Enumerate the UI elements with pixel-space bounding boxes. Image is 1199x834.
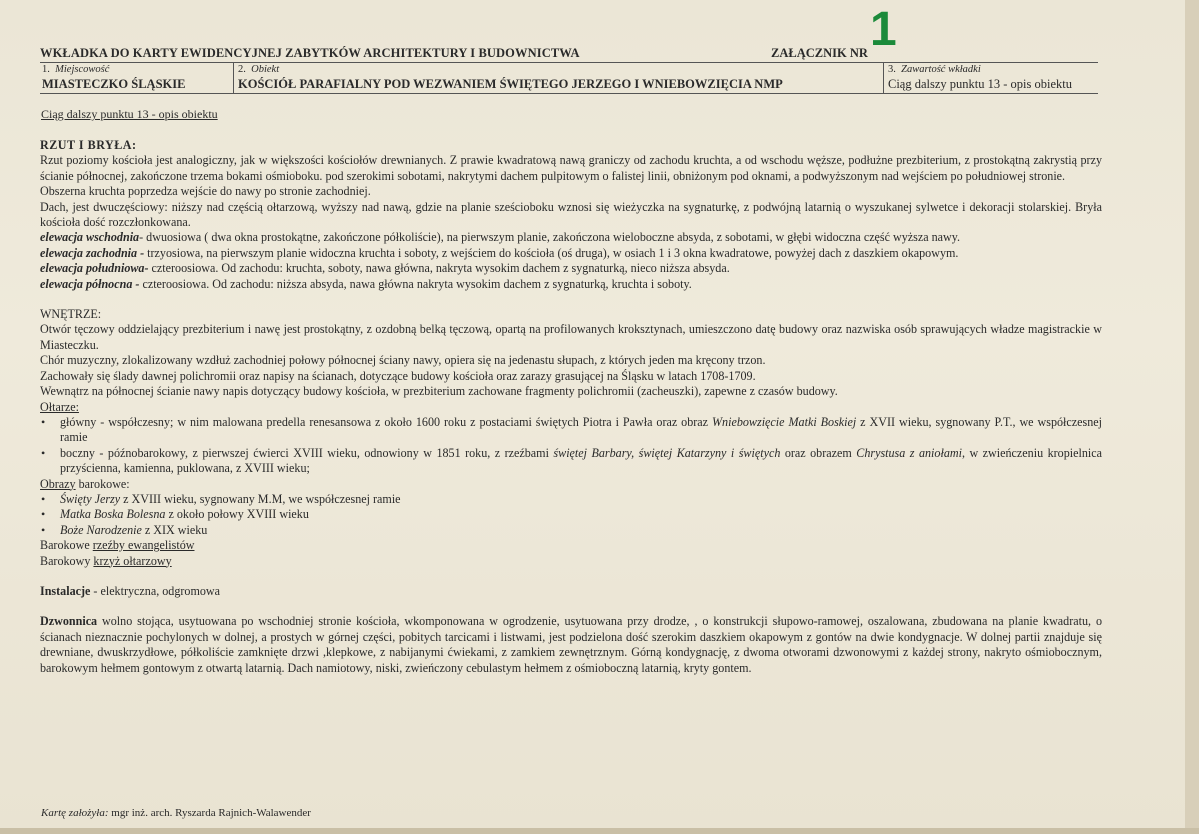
spacer [40,292,1102,307]
altar-side-saints: świętej Barbary, świętej Katarzyny i świętych [553,445,781,460]
wnetrze-paragraph-2: Chór muzyczny, zlokalizowany wzdłuż zachodniej połowy północnej ściany nawy, opiera się na jedenastu słupach, z których jeden ma kręcony trzon. [40,353,766,368]
painting-2-title: Matka Boska Bolesna [60,507,166,522]
author-line [41,807,311,819]
rzut-paragraph-1: Rzut poziomy kościoła jest analogiczny, jak w większości kościołów drewnianych. Z prawie kwadratową nawą graniczy od zachodu kruchta, a od wschodu węższe, podłużne prezbiterium, z prostokątną zakrystią przy ścianie północnej, zakończone trzema bokami ośmioboku. pod szerokimi sobotami, nakrytymi dachem pulpitowym o falistej linii, obniżonym pod oknami, a podwyższonym nad wejściem po południowej stronie. [40,153,1102,183]
elevation-east [40,230,1102,245]
paper-edge [1185,0,1199,834]
sculptures-line [40,538,1102,553]
cross-text: krzyż ołtarzowy [93,553,172,568]
installations-text: - elektryczna, odgromowa [90,583,221,598]
paintings-list [40,492,1102,538]
rzut-paragraph-3: Dach, jest dwuczęściowy: niższy nad częścią ołtarzową, wyższy nad nawą, gdzie na planie sześcioboku wznosi się wieżyczka na sygnaturkę, z podwójną latarnią o wyszukanej sylwetce i dekoracji stolarskiej. Bryła kościoła dość rozczłonkowana. [40,199,1102,230]
section-heading-wnetrze: WNĘTRZE: [40,307,102,322]
list-item-altar-side [40,446,1102,477]
field-3-label-text: Zawartość wkładki [901,64,981,75]
belfry-text: wolno stojąca, usytuowana po wschodniej stronie kościoła, wkomponowana w ogrodzenie, usytuowana przy drodze, , o konstrukcji słupowo-ramowej, oszalowana, zbudowana na planie kwadratu, o ścianach nieznacznie pochylonych w dolnej, a prostych w górnej części, pobitych tarcicami i listwami, jest podzielona dość szerokim daszkiem okapowym z gontów na dwie kondygnacje. W dolnej partii znajduje się drewniane, dwuskrzydłowe, półkoliście zamknięte drzwi ,klepkowe, z nabijanymi ćwiekami, z zamkiem zewnętrznym. Górną kondygnację, z dwoma otworami dzwonowymi z każdej strony, nakryto ośmiobocznym, barokowym hełmem gontowym z otwartą latarnią. Dach namiotowy, niski, zwieńczony cebulastym hełmem z ośmioboczną latarnią, kryty gontem. [40,614,1102,675]
installations-label: Instalacje [40,583,91,598]
field-1-value: MIASTECZKO ŚLĄSKIE [42,77,186,91]
elevation-south-label: elewacja południowa- [40,261,149,276]
spacer [40,569,1102,584]
paintings-label-rest: barokowe: [75,476,130,491]
altar-main-text-2: z XVII wieku, sygnowany P.T., we współczesnej ramie [60,414,1102,445]
altar-side-text: boczny - późnobarokowy, z pierwszej ćwierci XVIII wieku, odnowiony w 1851 roku, z rzeźbami [60,445,554,460]
elevation-north-label: elewacja północna - [40,276,140,291]
section-heading-rzut: RZUT I BRYŁA: [40,138,137,152]
elevation-north-text: czteroosiowa. Od zachodu: niższa absyda, nawa główna nakryta wysokim dachem z sygnaturką, kruchta i soboty. [139,276,692,291]
field-3-label [888,64,981,75]
paintings-label-word: Obrazy [40,476,76,491]
wnetrze-paragraph-1: Otwór tęczowy oddzielający prezbiterium i nawę jest prostokątny, z ozdobną belką tęczową, opartą na profilowanych kroksztynach, umieszczono datę budowy oraz nazwiska osób sprawujących władze magistrackie w Miasteczku. [40,322,1102,352]
altars-label: Ołtarze: [40,399,79,414]
header-divider-1 [233,62,234,93]
elevation-west [40,246,1102,261]
field-2-value: KOŚCIÓŁ PARAFIALNY POD WEZWANIEM ŚWIĘTEGO JERZEGO I WNIEBOWZIĘCIA NMP [238,77,783,91]
field-1-label [42,64,109,75]
elevation-south [40,261,1102,276]
annex-number: 1 [870,3,897,56]
list-item-altar-main [40,415,1102,446]
elevation-north [40,277,1102,292]
cross-prefix: Barokowy [40,553,94,568]
annex-label: ZAŁĄCZNIK NR [771,46,868,60]
rzut-paragraph-2: Obszerna kruchta poprzedza wejście do nawy po stronie zachodniej. [40,184,371,199]
field-2-label [238,64,279,75]
sculptures-prefix: Barokowe [40,538,93,553]
elevation-east-text: - dwuosiowa ( dwa okna prostokątne, zakończone półkoliście), na pierwszym planie, zakończona wieloboczne absyda, z sobotami, w głębi widoczna część wyższa nawy. [139,230,961,245]
field-1-label-text: Miejscowość [55,64,110,75]
painting-2-text: z około połowy XVIII wieku [165,507,309,522]
painting-3-title: Boże Narodzenie [60,522,142,537]
field-2-label-text: Obiekt [251,64,280,75]
field-1-number: 1. [42,64,50,75]
wnetrze-paragraph-3: Zachowały się ślady dawnej polichromii oraz napisy na ścianach, dotyczące budowy kościoła oraz zarazy grasującej na Śląsku w latach 1708-1709. [40,368,756,383]
belfry-label: Dzwonnica [40,614,98,629]
altar-side-painting: Chrystusa z aniołami [856,445,962,460]
altar-side-text-2: oraz obrazem [780,445,857,460]
installations-line [40,584,1102,599]
belfry-paragraph [40,614,1102,676]
continuation-note: Ciąg dalszy punktu 13 - opis obiektu [41,107,218,121]
list-item-painting-3 [40,523,1102,538]
painting-1-title: Święty Jerzy [60,491,121,506]
header-divider-2 [883,62,884,93]
description-body [40,138,1102,676]
spacer [40,599,1102,614]
field-2-number: 2. [238,64,246,75]
altars-list [40,415,1102,477]
sculptures-text: rzeźby ewangelistów [92,538,195,553]
field-3-number: 3. [888,64,896,75]
elevation-east-label: elewacja wschodnia [40,230,140,245]
painting-3-text: z XIX wieku [141,522,208,537]
wnetrze-paragraph-4: Wewnątrz na północnej ścianie nawy napis dotyczący budowy kościoła, w prezbiterium zachowane fragmenty polichromii (zacheuszki), zapewne z czasów budowy. [40,384,838,399]
form-title: WKŁADKA DO KARTY EWIDENCYJNEJ ZABYTKÓW ARCHITEKTURY I BUDOWNICTWA [40,46,580,60]
author-name: mgr inż. arch. Ryszarda Rajnich-Walawender [108,807,311,819]
paper-edge-bottom [0,828,1199,834]
list-item-painting-1 [40,492,1102,507]
paintings-label [40,477,1102,492]
list-item-painting-2 [40,507,1102,522]
elevation-south-text: czteroosiowa. Od zachodu: kruchta, soboty, nawa główna, nakryta wysokim dachem z sygnaturką, nieco niższa absyda. [148,261,730,276]
header-rule-bottom [40,93,1098,94]
author-label: Kartę założyła: [41,807,109,819]
elevation-west-text: trzyosiowa, na pierwszym planie widoczna kruchta i soboty, z wejściem do kościoła (oś druga), w osiach 1 i 3 okna kwadratowe, powyżej dach z daszkiem okapowym. [144,245,959,260]
cross-line [40,554,1102,569]
altar-side-text-3: , w zwieńczeniu kropielnica przyścienna, kamienna, puklowana, z XVIII wieku; [60,445,1102,476]
field-3-value: Ciąg dalszy punktu 13 - opis obiektu [888,77,1073,91]
painting-1-text: z XVIII wieku, sygnowany M.M, we współczesnej ramie [120,491,401,506]
header-rule-top [40,62,1098,63]
altar-main-text: główny - współczesny; w nim malowana predella renesansowa z około 1600 roku z postaciami świętych Piotra i Pawła oraz obraz [60,414,712,429]
elevation-west-label: elewacja zachodnia - [40,245,145,260]
altar-main-title: Wniebowzięcie Matki Boskiej [711,414,857,429]
